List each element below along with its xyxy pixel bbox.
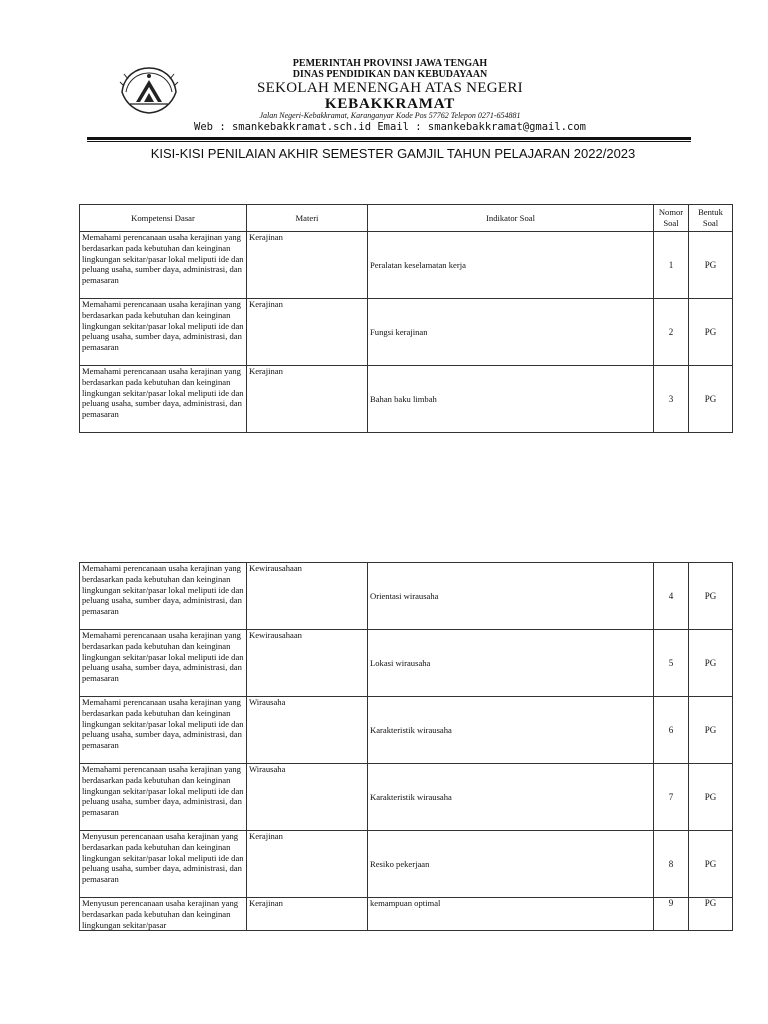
header-rule-thin xyxy=(87,141,691,142)
cell-kd: Memahami perencanaan usaha kerajinan yang berdasarkan pada kebutuhan dan keinginan lingkungan sekitar/pasar lokal meliputi ide dan peluang usaha, sumber daya, administrasi, dan pemasaran xyxy=(80,299,247,366)
header-province: PEMERINTAH PROVINSI JAWA TENGAH xyxy=(292,58,488,69)
cell-indikator: Orientasi wirausaha xyxy=(368,563,654,630)
header-school: SEKOLAH MENENGAH ATAS NEGERI xyxy=(257,80,523,96)
grid-table-1 xyxy=(79,204,733,433)
table-row xyxy=(80,697,733,764)
cell-bentuk: PG xyxy=(689,898,733,931)
cell-bentuk: PG xyxy=(689,630,733,697)
cell-bentuk: PG xyxy=(689,299,733,366)
header-address: Jalan Negeri-Kebakkramat, Karanganyar Kode Pos 57762 Telepon 0271-654881 xyxy=(259,111,521,120)
cell-kd: Memahami perencanaan usaha kerajinan yang berdasarkan pada kebutuhan dan keinginan lingkungan sekitar/pasar lokal meliputi ide dan peluang usaha, sumber daya, administrasi, dan pemasaran xyxy=(80,366,247,433)
cell-nomor: 9 xyxy=(654,898,689,931)
cell-nomor: 5 xyxy=(654,630,689,697)
cell-indikator: Fungsi kerajinan xyxy=(368,299,654,366)
cell-kd: Memahami perencanaan usaha kerajinan yang berdasarkan pada kebutuhan dan keinginan lingkungan sekitar/pasar lokal meliputi ide dan peluang usaha, sumber daya, administrasi, dan pemasaran xyxy=(80,764,247,831)
cell-materi: Kerajinan xyxy=(247,232,368,299)
header-rule-thick xyxy=(87,137,691,140)
cell-nomor: 2 xyxy=(654,299,689,366)
cell-materi: Kewirausahaan xyxy=(247,630,368,697)
grid-table-2 xyxy=(79,562,733,931)
header-kompetensi-dasar: Kompetensi Dasar xyxy=(80,205,247,232)
header-materi: Materi xyxy=(247,205,368,232)
cell-bentuk: PG xyxy=(689,232,733,299)
cell-nomor: 8 xyxy=(654,831,689,898)
table-row xyxy=(80,299,733,366)
cell-indikator: Lokasi wirausaha xyxy=(368,630,654,697)
cell-kd: Memahami perencanaan usaha kerajinan yang berdasarkan pada kebutuhan dan keinginan lingkungan sekitar/pasar lokal meliputi ide dan peluang usaha, sumber daya, administrasi, dan pemasaran xyxy=(80,697,247,764)
header-school-name: KEBAKKRAMAT xyxy=(324,96,456,112)
table-header-row xyxy=(80,205,733,232)
cell-kd: Memahami perencanaan usaha kerajinan yang berdasarkan pada kebutuhan dan keinginan lingkungan sekitar/pasar lokal meliputi ide dan peluang usaha, sumber daya, administrasi, dan pemasaran xyxy=(80,630,247,697)
cell-bentuk: PG xyxy=(689,563,733,630)
cell-nomor: 4 xyxy=(654,563,689,630)
cell-nomor: 7 xyxy=(654,764,689,831)
cell-materi: Wirausaha xyxy=(247,697,368,764)
cell-kd: Memahami perencanaan usaha kerajinan yang berdasarkan pada kebutuhan dan keinginan lingkungan sekitar/pasar lokal meliputi ide dan peluang usaha, sumber daya, administrasi, dan pemasaran xyxy=(80,232,247,299)
cell-bentuk: PG xyxy=(689,366,733,433)
provincial-emblem-icon xyxy=(118,62,180,116)
cell-nomor: 1 xyxy=(654,232,689,299)
header-indikator: Indikator Soal xyxy=(368,205,654,232)
cell-bentuk: PG xyxy=(689,764,733,831)
cell-indikator: kemampuan optimal xyxy=(368,898,654,931)
table-row xyxy=(80,831,733,898)
header-bentuk-soal: Bentuk Soal xyxy=(689,205,733,232)
cell-bentuk: PG xyxy=(689,831,733,898)
table-row xyxy=(80,764,733,831)
cell-indikator: Karakteristik wirausaha xyxy=(368,697,654,764)
cell-indikator: Bahan baku limbah xyxy=(368,366,654,433)
table-row xyxy=(80,898,733,931)
cell-indikator: Resiko pekerjaan xyxy=(368,831,654,898)
cell-materi: Wirausaha xyxy=(247,764,368,831)
header-web-email: Web : smankebakkramat.sch.id Email : smankebakkramat@gmail.com xyxy=(194,121,586,133)
cell-kd: Menyusun perencanaan usaha kerajinan yang berdasarkan pada kebutuhan dan keinginan lingkungan sekitar/pasar lokal meliputi ide dan peluang usaha, sumber daya, administrasi, dan pemasaran xyxy=(80,831,247,898)
cell-materi: Kewirausahaan xyxy=(247,563,368,630)
table-row xyxy=(80,232,733,299)
cell-materi: Kerajinan xyxy=(247,831,368,898)
cell-bentuk: PG xyxy=(689,697,733,764)
document-title: KISI-KISI PENILAIAN AKHIR SEMESTER GAMJIL TAHUN PELAJARAN 2022/2023 xyxy=(150,146,636,161)
header-nomor-soal: Nomor Soal xyxy=(654,205,689,232)
cell-nomor: 3 xyxy=(654,366,689,433)
header-department: DINAS PENDIDIKAN DAN KEBUDAYAAN xyxy=(292,69,488,80)
cell-nomor: 6 xyxy=(654,697,689,764)
cell-kd: Menyusun perencanaan usaha kerajinan yang berdasarkan pada kebutuhan dan keinginan lingkungan sekitar/pasar xyxy=(80,898,247,931)
cell-kd: Memahami perencanaan usaha kerajinan yang berdasarkan pada kebutuhan dan keinginan lingkungan sekitar/pasar lokal meliputi ide dan peluang usaha, sumber daya, administrasi, dan pemasaran xyxy=(80,563,247,630)
cell-materi: Kerajinan xyxy=(247,299,368,366)
table-row xyxy=(80,366,733,433)
cell-indikator: Karakteristik wirausaha xyxy=(368,764,654,831)
table-row xyxy=(80,563,733,630)
cell-indikator: Peralatan keselamatan kerja xyxy=(368,232,654,299)
table-row xyxy=(80,630,733,697)
cell-materi: Kerajinan xyxy=(247,898,368,931)
cell-materi: Kerajinan xyxy=(247,366,368,433)
